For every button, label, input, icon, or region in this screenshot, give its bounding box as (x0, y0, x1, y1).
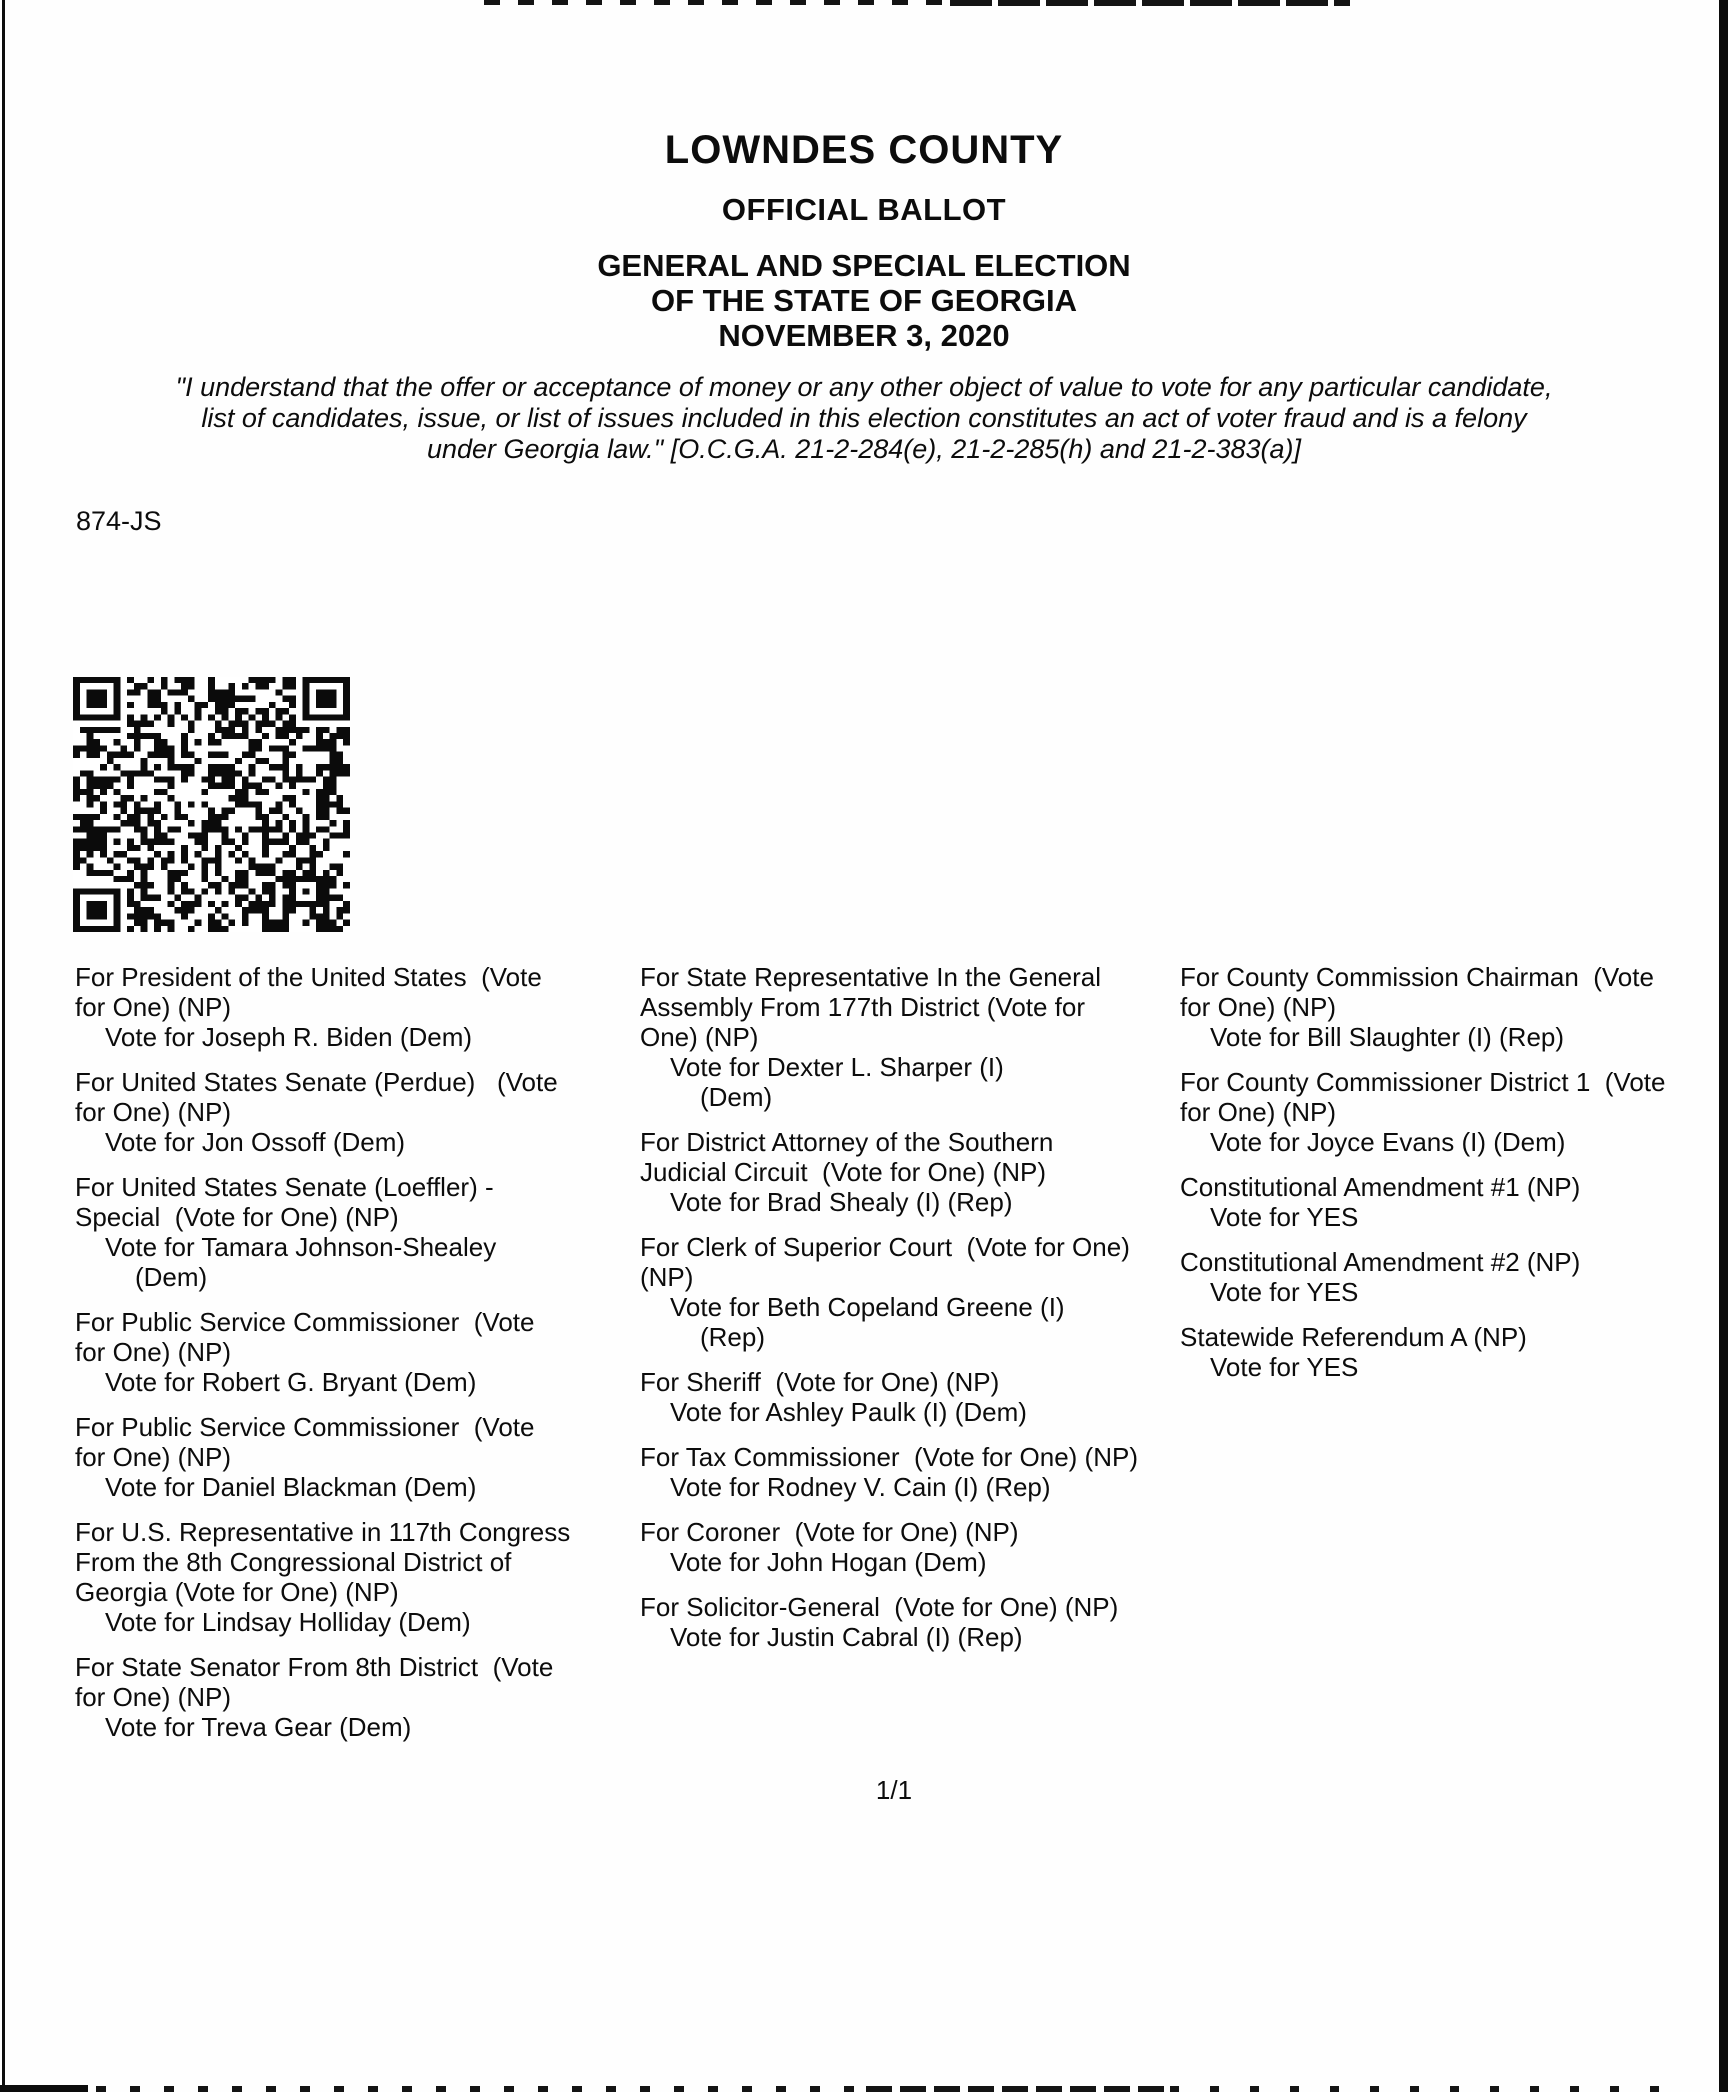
contest-title: For Public Service Commissioner (Vote for One) (NP) (75, 1412, 535, 1472)
county-title: LOWNDES COUNTY (664, 128, 1064, 172)
contest-clerk-superior-court (640, 1232, 1185, 1352)
contest-solicitor-general (640, 1592, 1185, 1652)
contest-selection: Vote for YES (1210, 1352, 1359, 1382)
contest-column-2 (640, 962, 1185, 1667)
election-title-line1: GENERAL AND SPECIAL ELECTION (597, 248, 1131, 283)
contest-title: For U.S. Representative in 117th Congress From the 8th Congressional District of Georgia (Vote for One) (NP) (75, 1517, 571, 1607)
contest-county-commission-chairman (1180, 962, 1722, 1052)
contest-selection: Vote for Ashley Paulk (I) (Dem) (670, 1397, 1027, 1427)
top-scan-artifact-line (950, 0, 1350, 6)
contest-selection: Vote for Bill Slaughter (I) (Rep) (1210, 1022, 1565, 1052)
voter-fraud-disclaimer: "I understand that the offer or acceptance of money or any other object of value to vote for any particular candidate, list of candidates, issue, or list of issues included in this election constitutes an act of voter fraud and is a felony under Georgia law." [O.C.G.A. 21-2-284(e), 21-2-285(h) and 21-2-383(a)] (175, 372, 1553, 464)
bottom-scan-artifact-block (0, 2085, 88, 2092)
page-number: 1/1 (875, 1775, 913, 1805)
contest-column-3 (1180, 962, 1722, 1397)
contest-constitutional-amendment-1 (1180, 1172, 1722, 1232)
contest-title: Statewide Referendum A (NP) (1180, 1322, 1527, 1352)
top-scan-artifact-dashes (484, 0, 950, 5)
contest-selection: Vote for John Hogan (Dem) (670, 1547, 987, 1577)
contest-title: For District Attorney of the Southern Judicial Circuit (Vote for One) (NP) (640, 1127, 1054, 1187)
contest-selection: Vote for Jon Ossoff (Dem) (105, 1127, 406, 1157)
contest-selection: Vote for Rodney V. Cain (I) (Rep) (670, 1472, 1051, 1502)
contest-selection: Vote for Joyce Evans (I) (Dem) (1210, 1127, 1566, 1157)
contest-selection: Vote for Dexter L. Sharper (I) (Dem) (670, 1052, 1004, 1112)
contest-tax-commissioner (640, 1442, 1185, 1502)
contest-title: For State Representative In the General Assembly From 177th District (Vote for One) (NP) (640, 962, 1102, 1052)
bottom-scan-artifact-dashes-left (96, 2086, 866, 2092)
contest-selection: Vote for YES (1210, 1202, 1359, 1232)
qr-code (73, 677, 350, 932)
contest-state-representative (640, 962, 1185, 1112)
contest-statewide-referendum-a (1180, 1322, 1722, 1382)
contest-title: For State Senator From 8th District (Vote for One) (NP) (75, 1652, 554, 1712)
contest-us-senate-loeffler-special (75, 1172, 620, 1292)
contest-public-service-commissioner-2 (75, 1412, 620, 1502)
contest-selection: Vote for Joseph R. Biden (Dem) (105, 1022, 473, 1052)
contest-district-attorney (640, 1127, 1185, 1217)
contest-selection: Vote for YES (1210, 1277, 1359, 1307)
contest-title: Constitutional Amendment #1 (NP) (1180, 1172, 1581, 1202)
contest-column-1 (75, 962, 620, 1757)
contest-constitutional-amendment-2 (1180, 1247, 1722, 1307)
bottom-scan-artifact-dashes-right (1170, 2086, 1670, 2092)
contest-president (75, 962, 620, 1052)
contest-selection: Vote for Beth Copeland Greene (I) (Rep) (670, 1292, 1065, 1352)
contest-selection: Vote for Brad Shealy (I) (Rep) (670, 1187, 1013, 1217)
bottom-scan-artifact-dashes-middle (866, 2086, 1166, 2092)
contest-title: For Solicitor-General (Vote for One) (NP) (640, 1592, 1119, 1622)
contest-title: Constitutional Amendment #2 (NP) (1180, 1247, 1581, 1277)
contest-title: For Clerk of Superior Court (Vote for One) (NP) (640, 1232, 1130, 1292)
contest-us-senate-perdue (75, 1067, 620, 1157)
contest-selection: Vote for Daniel Blackman (Dem) (105, 1472, 477, 1502)
contest-coroner (640, 1517, 1185, 1577)
contest-sheriff (640, 1367, 1185, 1427)
contest-title: For United States Senate (Perdue) (Vote for One) (NP) (75, 1067, 558, 1127)
contest-selection: Vote for Treva Gear (Dem) (105, 1712, 412, 1742)
contest-title: For County Commissioner District 1 (Vote for One) (NP) (1180, 1067, 1666, 1127)
ballot-type-title: OFFICIAL BALLOT (721, 192, 1007, 227)
contest-title: For Coroner (Vote for One) (NP) (640, 1517, 1019, 1547)
contest-title: For President of the United States (Vote for One) (NP) (75, 962, 542, 1022)
ballot-style-code: 874-JS (76, 506, 162, 536)
contest-title: For United States Senate (Loeffler) - Special (Vote for One) (NP) (75, 1172, 494, 1232)
contest-selection: Vote for Tamara Johnson-Shealey (Dem) (105, 1232, 497, 1292)
contest-county-commissioner-district-1 (1180, 1067, 1722, 1157)
contest-public-service-commissioner-1 (75, 1307, 620, 1397)
contest-state-senator (75, 1652, 620, 1742)
contest-selection: Vote for Justin Cabral (I) (Rep) (670, 1622, 1023, 1652)
contest-selection: Vote for Lindsay Holliday (Dem) (105, 1607, 471, 1637)
contest-title: For County Commission Chairman (Vote for One) (NP) (1180, 962, 1654, 1022)
contest-us-representative (75, 1517, 620, 1637)
election-title-line2: OF THE STATE OF GEORGIA (651, 283, 1077, 318)
election-date: NOVEMBER 3, 2020 (718, 318, 1010, 353)
contest-title: For Public Service Commissioner (Vote for One) (NP) (75, 1307, 535, 1367)
contest-title: For Sheriff (Vote for One) (NP) (640, 1367, 1000, 1397)
contest-selection: Vote for Robert G. Bryant (Dem) (105, 1367, 477, 1397)
contest-title: For Tax Commissioner (Vote for One) (NP) (640, 1442, 1138, 1472)
